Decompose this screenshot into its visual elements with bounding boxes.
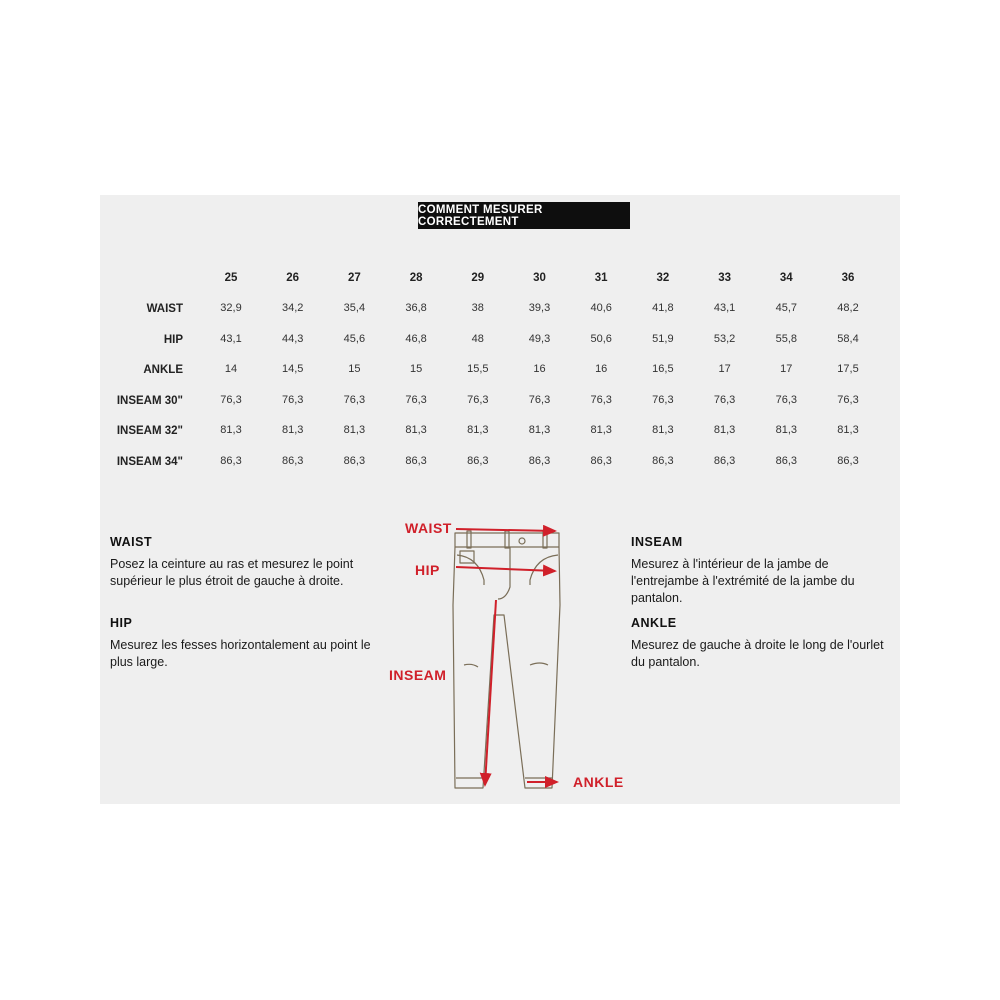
row-label: WAIST xyxy=(146,303,183,315)
table-cell: 58,4 xyxy=(837,332,859,345)
size-column-header: 26 xyxy=(286,272,300,284)
table-cell: 76,3 xyxy=(343,393,366,406)
table-cell: 38 xyxy=(471,302,484,314)
table-cell: 41,8 xyxy=(652,302,674,314)
hip-arrow xyxy=(456,567,555,571)
table-cell: 16 xyxy=(533,363,546,376)
table-cell: 76,3 xyxy=(713,393,736,406)
ankle-text: Mesurez de gauche à droite le long de l'ourlet du pantalon. xyxy=(631,638,884,669)
table-cell: 86,3 xyxy=(467,455,489,467)
diagram-label-ankle: ANKLE xyxy=(573,774,624,790)
table-cell: 43,1 xyxy=(713,302,736,314)
size-column-header: 30 xyxy=(533,272,546,284)
table-cell: 76,3 xyxy=(590,393,612,406)
table-cell: 35,4 xyxy=(343,302,366,314)
size-column-header: 34 xyxy=(779,272,793,284)
table-cell: 81,3 xyxy=(220,424,242,437)
table-cell: 86,3 xyxy=(590,455,612,467)
table-cell: 76,3 xyxy=(837,393,859,406)
size-column-header: 33 xyxy=(718,272,731,284)
table-cell: 81,3 xyxy=(713,424,736,437)
table-cell: 76,3 xyxy=(467,393,489,406)
hip-description xyxy=(110,616,375,671)
page-title: COMMENT MESURER CORRECTEMENT xyxy=(418,202,630,229)
jeans-illustration xyxy=(453,531,560,788)
table-cell: 48 xyxy=(471,332,484,345)
table-cell: 34,2 xyxy=(281,302,304,314)
waist-description xyxy=(110,535,375,590)
table-cell: 86,3 xyxy=(528,455,551,467)
table-cell: 81,3 xyxy=(590,424,612,437)
table-cell: 16,5 xyxy=(652,363,674,376)
ankle-heading: ANKLE xyxy=(631,616,677,630)
size-column-header: 28 xyxy=(409,272,423,284)
table-cell: 14 xyxy=(224,363,238,376)
table-cell: 55,8 xyxy=(775,332,797,345)
table-cell: 81,3 xyxy=(775,424,797,437)
size-guide-panel xyxy=(100,195,900,804)
size-column-header: 27 xyxy=(347,272,361,284)
size-column-header: 25 xyxy=(224,272,238,284)
table-cell: 76,3 xyxy=(775,393,797,406)
table-cell: 48,2 xyxy=(837,302,859,314)
size-column-header: 29 xyxy=(471,272,485,284)
inseam-heading: INSEAM xyxy=(631,535,683,549)
table-cell: 81,3 xyxy=(343,424,366,437)
table-cell: 45,7 xyxy=(775,302,797,314)
row-label: ANKLE xyxy=(143,364,183,377)
table-cell: 86,3 xyxy=(837,455,859,467)
table-cell: 76,3 xyxy=(281,393,304,406)
table-cell: 86,3 xyxy=(281,455,304,467)
table-cell: 86,3 xyxy=(775,455,797,467)
waist-arrow xyxy=(456,529,555,531)
table-cell: 39,3 xyxy=(528,302,551,314)
table-cell: 15 xyxy=(409,363,423,376)
table-cell: 46,8 xyxy=(405,332,427,345)
table-cell: 86,3 xyxy=(652,455,674,467)
table-cell: 86,3 xyxy=(220,455,242,467)
ankle-description xyxy=(631,616,896,671)
table-cell: 14,5 xyxy=(281,363,304,376)
table-cell: 81,3 xyxy=(837,424,859,437)
size-column-header: 31 xyxy=(594,272,608,284)
diagram-label-hip: HIP xyxy=(415,562,440,578)
table-cell: 51,9 xyxy=(652,332,674,345)
row-label: INSEAM 30" xyxy=(116,394,183,407)
row-label: INSEAM 34" xyxy=(116,456,183,468)
table-cell: 86,3 xyxy=(405,455,427,467)
row-label: INSEAM 32" xyxy=(116,425,183,438)
waist-text: Posez la ceinture au ras et mesurez le point supérieur le plus étroit de gauche à droite. xyxy=(110,557,354,588)
inseam-arrow xyxy=(485,600,496,785)
size-table xyxy=(100,195,900,495)
table-cell: 40,6 xyxy=(590,302,612,314)
table-cell: 44,3 xyxy=(281,332,304,345)
table-cell: 86,3 xyxy=(713,455,736,467)
table-cell: 76,3 xyxy=(220,393,242,406)
table-cell: 50,6 xyxy=(590,332,612,345)
diagram-label-inseam: INSEAM xyxy=(389,667,447,683)
row-label: HIP xyxy=(163,333,183,346)
hip-heading: HIP xyxy=(110,616,133,630)
table-cell: 15 xyxy=(348,363,361,376)
table-cell: 17 xyxy=(718,363,731,376)
table-cell: 15,5 xyxy=(467,363,489,376)
size-column-header: 36 xyxy=(841,272,855,284)
table-cell: 53,2 xyxy=(713,332,736,345)
table-cell: 76,3 xyxy=(528,393,551,406)
inseam-text: Mesurez à l'intérieur de la jambe de l'entrejambe à l'extrémité de la jambe du pantalon. xyxy=(631,557,855,605)
table-cell: 81,3 xyxy=(405,424,427,437)
table-cell: 45,6 xyxy=(343,332,366,345)
table-cell: 36,8 xyxy=(405,302,427,314)
table-cell: 81,3 xyxy=(281,424,304,437)
table-cell: 81,3 xyxy=(652,424,674,437)
waist-heading: WAIST xyxy=(110,535,153,549)
table-cell: 49,3 xyxy=(528,332,551,345)
table-cell: 86,3 xyxy=(343,455,366,467)
table-cell: 76,3 xyxy=(405,393,427,406)
table-cell: 17,5 xyxy=(837,363,859,376)
table-cell: 17 xyxy=(780,363,793,376)
table-cell: 43,1 xyxy=(220,332,242,345)
inseam-description xyxy=(631,535,896,607)
table-cell: 32,9 xyxy=(220,302,242,314)
table-cell: 81,3 xyxy=(528,424,551,437)
measurement-arrows xyxy=(456,529,557,785)
table-cell: 81,3 xyxy=(467,424,489,437)
size-column-header: 32 xyxy=(656,272,670,284)
table-cell: 76,3 xyxy=(652,393,674,406)
table-cell: 16 xyxy=(595,363,608,376)
hip-text: Mesurez les fesses horizontalement au point le plus large. xyxy=(110,638,371,669)
diagram-label-waist: WAIST xyxy=(405,520,452,536)
